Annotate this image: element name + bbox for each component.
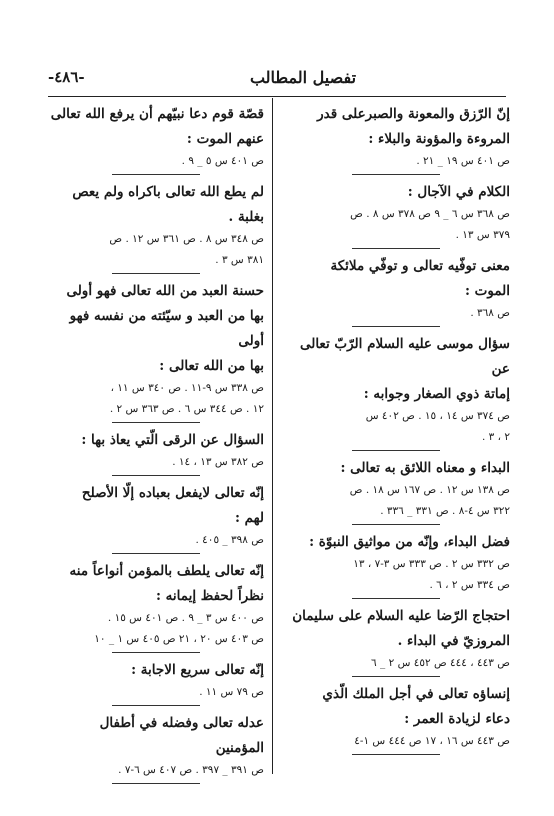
entry-topic-line: نظراً لحفظ إيمانه : xyxy=(155,588,264,604)
entry-topic-line: بها من الله تعالى : xyxy=(159,358,264,374)
entry-topic-line: بها من العبد و سيّئته من نفسه فهو أولى xyxy=(69,308,264,349)
entry-topic-line: إنّه تعالى يلطف بالمؤمن أنواعاً منه xyxy=(69,563,264,579)
right-column xyxy=(282,102,510,760)
index-entry xyxy=(48,711,264,784)
index-entry xyxy=(48,279,264,423)
entry-separator xyxy=(112,705,200,706)
entry-topic-line: احتجاج الرّضا عليه السلام على سليمان xyxy=(292,608,510,624)
page-number: -٤٨٦- xyxy=(48,68,85,86)
entry-page-reference: ص ٤٤٣ ، ٤٤٤ ص ٤٥٢ س ٢ _ ٦ xyxy=(371,657,510,669)
entry-page-reference: ص ٤٠٠ س ٣ _ ٩ . ص ٤٠١ س ١٥ . xyxy=(107,612,264,624)
entry-page-reference: ص ٣٦٨ س ٦ _ ٩ ص ٣٧٨ س ٨ . ص xyxy=(350,208,510,220)
entry-topic-line: لم يطع الله تعالى باكراه ولم يعص xyxy=(72,184,264,200)
entry-separator xyxy=(112,174,200,175)
entry-topic-line: لهم : xyxy=(234,510,264,526)
entry-topic-line: إماتة ذوي الصغار وجوابه : xyxy=(363,386,510,402)
index-entry xyxy=(282,332,510,451)
entry-page-reference: ص ٣٤٨ س ٨ . ص ٣٦١ س ١٢ . ص xyxy=(109,233,264,245)
index-entry xyxy=(48,559,264,653)
entry-page-reference: ص ٣٦٨ . xyxy=(470,307,510,319)
entry-page-reference: ص ٣٩١ _ ٣٩٧ . ص ٤٠٧ س ٦-٧ . xyxy=(118,764,264,776)
entry-separator xyxy=(352,326,440,327)
entry-page-reference: ص ٤٠١ س ١٩ _ ٢١ . xyxy=(416,155,510,167)
entry-topic-line: المروزيّ في البداء . xyxy=(397,633,510,649)
entry-page-reference: ص ٣٣٢ س ٢ . ص ٣٣٣ س ٣-٧ ، ١٣ xyxy=(353,558,510,570)
entry-separator xyxy=(352,754,440,755)
entry-separator xyxy=(352,248,440,249)
entry-topic-line: قصّة قوم دعا نبيّهم أن يرفع الله تعالى xyxy=(50,106,264,122)
entry-page-reference: ص ٤٠١ س ٥ _ ٩ . xyxy=(181,155,264,167)
entry-topic-line: الموت : xyxy=(464,283,510,299)
entry-page-reference: ص ١٣٨ س ١٢ . ص ١٦٧ س ١٨ . ص xyxy=(349,484,510,496)
entry-topic-line: إنّه تعالى لايفعل بعباده إلّا الأصلح xyxy=(81,485,264,501)
entry-page-reference: ص ٧٩ س ١١ . xyxy=(199,686,264,698)
index-entry xyxy=(282,530,510,599)
entry-topic-line: حسنة العبد من الله تعالى فهو أولى xyxy=(66,283,264,299)
entry-topic-line: البداء و معناه اللائق به تعالى : xyxy=(340,460,510,476)
entry-page-reference: ص ٤٠٣ س ٢٠ ، ٢١ ص ٤٠٥ س ١ _ ١٠ xyxy=(94,633,264,645)
entry-page-reference: ٣٨١ س ٣ . xyxy=(215,254,264,266)
entry-separator xyxy=(112,553,200,554)
page-title: تفصيل المطالب xyxy=(249,68,357,87)
entry-topic-line: الكلام في الآجال : xyxy=(407,184,510,200)
page-header xyxy=(48,64,506,94)
entry-topic-line: عدله تعالى وفضله في أطفال المؤمنين xyxy=(99,715,264,756)
index-entry xyxy=(282,604,510,677)
entry-topic-line: السؤال عن الرقى الّتي يعاذ بها : xyxy=(81,432,264,448)
entry-separator xyxy=(352,174,440,175)
entry-page-reference: ص ٣٨٢ س ١٣ ، ١٤ . xyxy=(172,456,264,468)
index-entry xyxy=(282,180,510,249)
entry-page-reference: ٢ ، ٣ . xyxy=(481,431,510,443)
entry-page-reference: ص ٣٩٨ _ ٤٠٥ . xyxy=(195,534,264,546)
index-entry xyxy=(282,682,510,755)
entry-topic-line: إنساؤه تعالى في أجل الملك الّذي xyxy=(322,686,510,702)
index-entry xyxy=(48,658,264,706)
entry-separator xyxy=(352,450,440,451)
entry-topic-line: إنّه تعالى سريع الاجابة : xyxy=(131,662,264,678)
index-entry xyxy=(282,456,510,525)
entry-topic-line: دعاء لزيادة العمر : xyxy=(404,711,510,727)
entry-page-reference: ٣٢٢ س ٤-٨ . ص ٣٣١ _ ٣٣٦ . xyxy=(380,505,510,517)
index-entry xyxy=(48,481,264,554)
entry-separator xyxy=(112,652,200,653)
entry-topic-line: فضل البداء، وإنّه من مواثيق النبوّة : xyxy=(309,534,510,550)
entry-topic-line: عنهم الموت : xyxy=(186,131,264,147)
header-rule xyxy=(48,96,506,97)
entry-page-reference: ص ٣٧٤ س ١٤ ، ١٥ . ص ٤٠٢ س xyxy=(365,410,510,422)
entry-topic-line: بغلبة . xyxy=(228,209,264,225)
column-divider xyxy=(272,98,273,774)
entry-separator xyxy=(352,524,440,525)
entry-page-reference: ٣٧٩ س ١٣ . xyxy=(455,229,510,241)
entry-separator xyxy=(352,598,440,599)
entry-separator xyxy=(112,273,200,274)
entry-page-reference: ١٢ . ص ٣٤٤ س ٦ . ص ٣٦٣ س ٢ . xyxy=(109,403,264,415)
index-entry xyxy=(48,102,264,175)
entry-topic-line: سؤال موسى عليه السلام الرّبّ تعالى عن xyxy=(299,336,510,377)
entry-topic-line: إنّ الرّزق والمعونة والصبرعلى قدر xyxy=(317,106,510,122)
index-entry xyxy=(282,102,510,175)
index-entry xyxy=(48,180,264,274)
entry-separator xyxy=(112,475,200,476)
index-entry xyxy=(48,428,264,476)
entry-topic-line: معنى توفّيه تعالى و توفّي ملائكة xyxy=(330,258,510,274)
entry-topic-line: المروءة والمؤونة والبلاء : xyxy=(368,131,510,147)
index-entry xyxy=(282,254,510,327)
entry-page-reference: ص ٣٣٤ س ٢ ، ٦ . xyxy=(429,579,510,591)
entry-separator xyxy=(112,422,200,423)
left-column xyxy=(48,102,264,789)
entry-page-reference: ص ٣٣٨ س ٩-١١ . ص ٣٤٠ س ١١ ، xyxy=(110,382,264,394)
entry-separator xyxy=(112,783,200,784)
entry-page-reference: ص ٤٤٣ س ١٦ ، ١٧ ص ٤٤٤ س ١-٤ xyxy=(354,735,510,747)
entry-separator xyxy=(352,676,440,677)
